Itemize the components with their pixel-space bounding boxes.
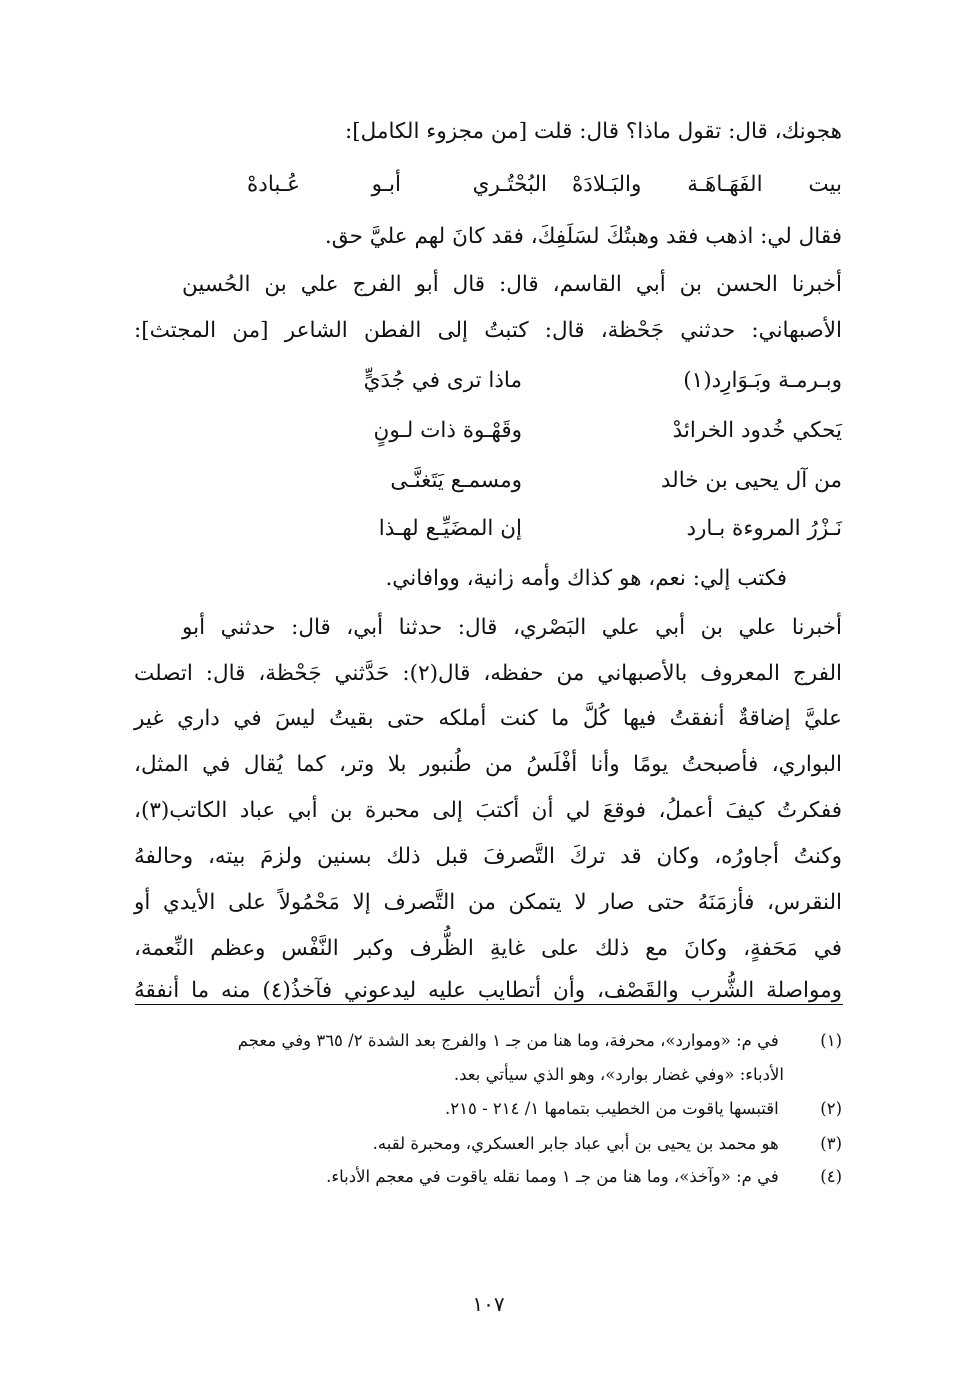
footnote-text: اقتبسها ياقوت من الخطيب بتمامها ١/ ٢١٤ - ٢١٥. <box>444 1099 779 1118</box>
verse-hemistich: إن المضَيِّـع لهـذا <box>378 516 522 541</box>
body-line: فقال لي: اذهب فقد وهبتُكَ لسَلَفِكَ، فقد كانَ لهم عليَّ حق. <box>324 224 842 249</box>
verse-hemistich: وبـرمـة وبَـوَارِد(١) <box>683 368 842 393</box>
footnote-continuation <box>134 1062 784 1088</box>
page-number: ١٠٧ <box>472 1292 505 1316</box>
body-line: الفرج المعروف بالأصبهاني من حفظه، قال(٢): حَدَّثني جَحْظة، قال: اتصلت <box>134 661 842 686</box>
footnote-text: الأدباء: «وفي غضار بوارد»، وهو الذي سيأتي بعد. <box>453 1065 784 1084</box>
body-line: عليَّ إضاقةٌ أنفقتُ فيها كُلَّ ما كنت أملكه حتى بقيتُ ليسَ في داري غير <box>134 706 842 731</box>
body-line: ومواصلة الشُّرب والقَصْف، وأن أتطايب عليه ليدعوني فآخذُ(٤) منه ما أنفقهُ <box>134 978 843 1003</box>
body-line: النقرس، فأزمَنَهُ حتى صار لا يتمكن من التَّصرف إلا مَحْمُولاً على الأيدي أو <box>134 890 842 915</box>
body-line: الأصبهاني: حدثني جَحْظة، قال: كتبتُ إلى الفطن الشاعر [من المجتث]: <box>134 318 842 343</box>
footnote <box>134 1131 842 1157</box>
body-line: فكتب إلي: نعم، هو كذاك وأمه زانية، ووافاني. <box>385 566 787 591</box>
body-line: البواري، فأصبحتُ يومًا وأنا أفْلَسُ من طُنبور بلا وتر، كما يُقال في المثل، <box>134 752 842 777</box>
verse-hemistich: نَـزْرُ المروءة بـارد <box>686 516 842 541</box>
verse-hemistich: من آل يحيى بن خالد <box>660 468 842 493</box>
footnote <box>134 1164 842 1190</box>
verse-hemistich: وقَهْـوة ذات لـونٍ <box>373 418 522 443</box>
footnote <box>134 1096 842 1122</box>
body-line: في مَحَفةٍ، وكانَ مع ذلك على غايةِ الظُّرف وكبر النَّفْس وعظم النِّعمة، <box>134 936 842 961</box>
verse-hemistich: يَحكي خُدود الخرائدْ <box>672 418 842 443</box>
body-line: ففكرتُ كيفَ أعملُ، فوقعَ لي أن أكتبَ إلى محبرة بن أبي عباد الكاتب(٣)، <box>134 798 842 823</box>
verse-hemistich: البُحْتُـري أبـو عُـبادهْ <box>247 172 547 197</box>
verse-hemistich: بيت الفَهَـاهَـة والبَـلادَهْ <box>572 172 842 197</box>
footnote-number: (٢) <box>820 1099 842 1118</box>
body-line: هجونك، قال: تقول ماذا؟ قال: قلت [من مجزوء الكامل]: <box>345 119 842 144</box>
footnote-separator <box>135 1004 843 1005</box>
footnote-number: (٤) <box>820 1167 842 1186</box>
footnote-text: في م: «وموارد»، محرفة، وما هنا من جـ ١ والفرج بعد الشدة ٢/ ٣٦٥ وفي معجم <box>237 1031 779 1050</box>
verse-hemistich: ومسمـع يَتَغنَّـى <box>390 468 522 493</box>
footnote <box>134 1028 842 1054</box>
footnote-number: (١) <box>820 1031 842 1050</box>
body-line: وكنتُ أجاورُه، وكان قد تركَ التَّصرفَ قبل ذلك بسنين ولزمَ بيته، وحالفهُ <box>134 844 842 869</box>
body-line: أخبرنا علي بن أبي علي البَصْري، قال: حدثنا أبي، قال: حدثني أبو <box>182 615 842 640</box>
body-line: أخبرنا الحسن بن أبي القاسم، قال: قال أبو الفرج علي بن الحُسين <box>182 272 842 297</box>
footnote-text: في م: «وآخذ»، وما هنا من جـ ١ ومما نقله ياقوت في معجم الأدباء. <box>326 1167 779 1186</box>
footnote-number: (٣) <box>820 1134 842 1153</box>
verse-hemistich: ماذا ترى في جُدَيٍّ <box>363 368 522 393</box>
footnote-text: هو محمد بن يحيى بن أبي عباد جابر العسكري، ومحبرة لقبه. <box>372 1134 779 1153</box>
